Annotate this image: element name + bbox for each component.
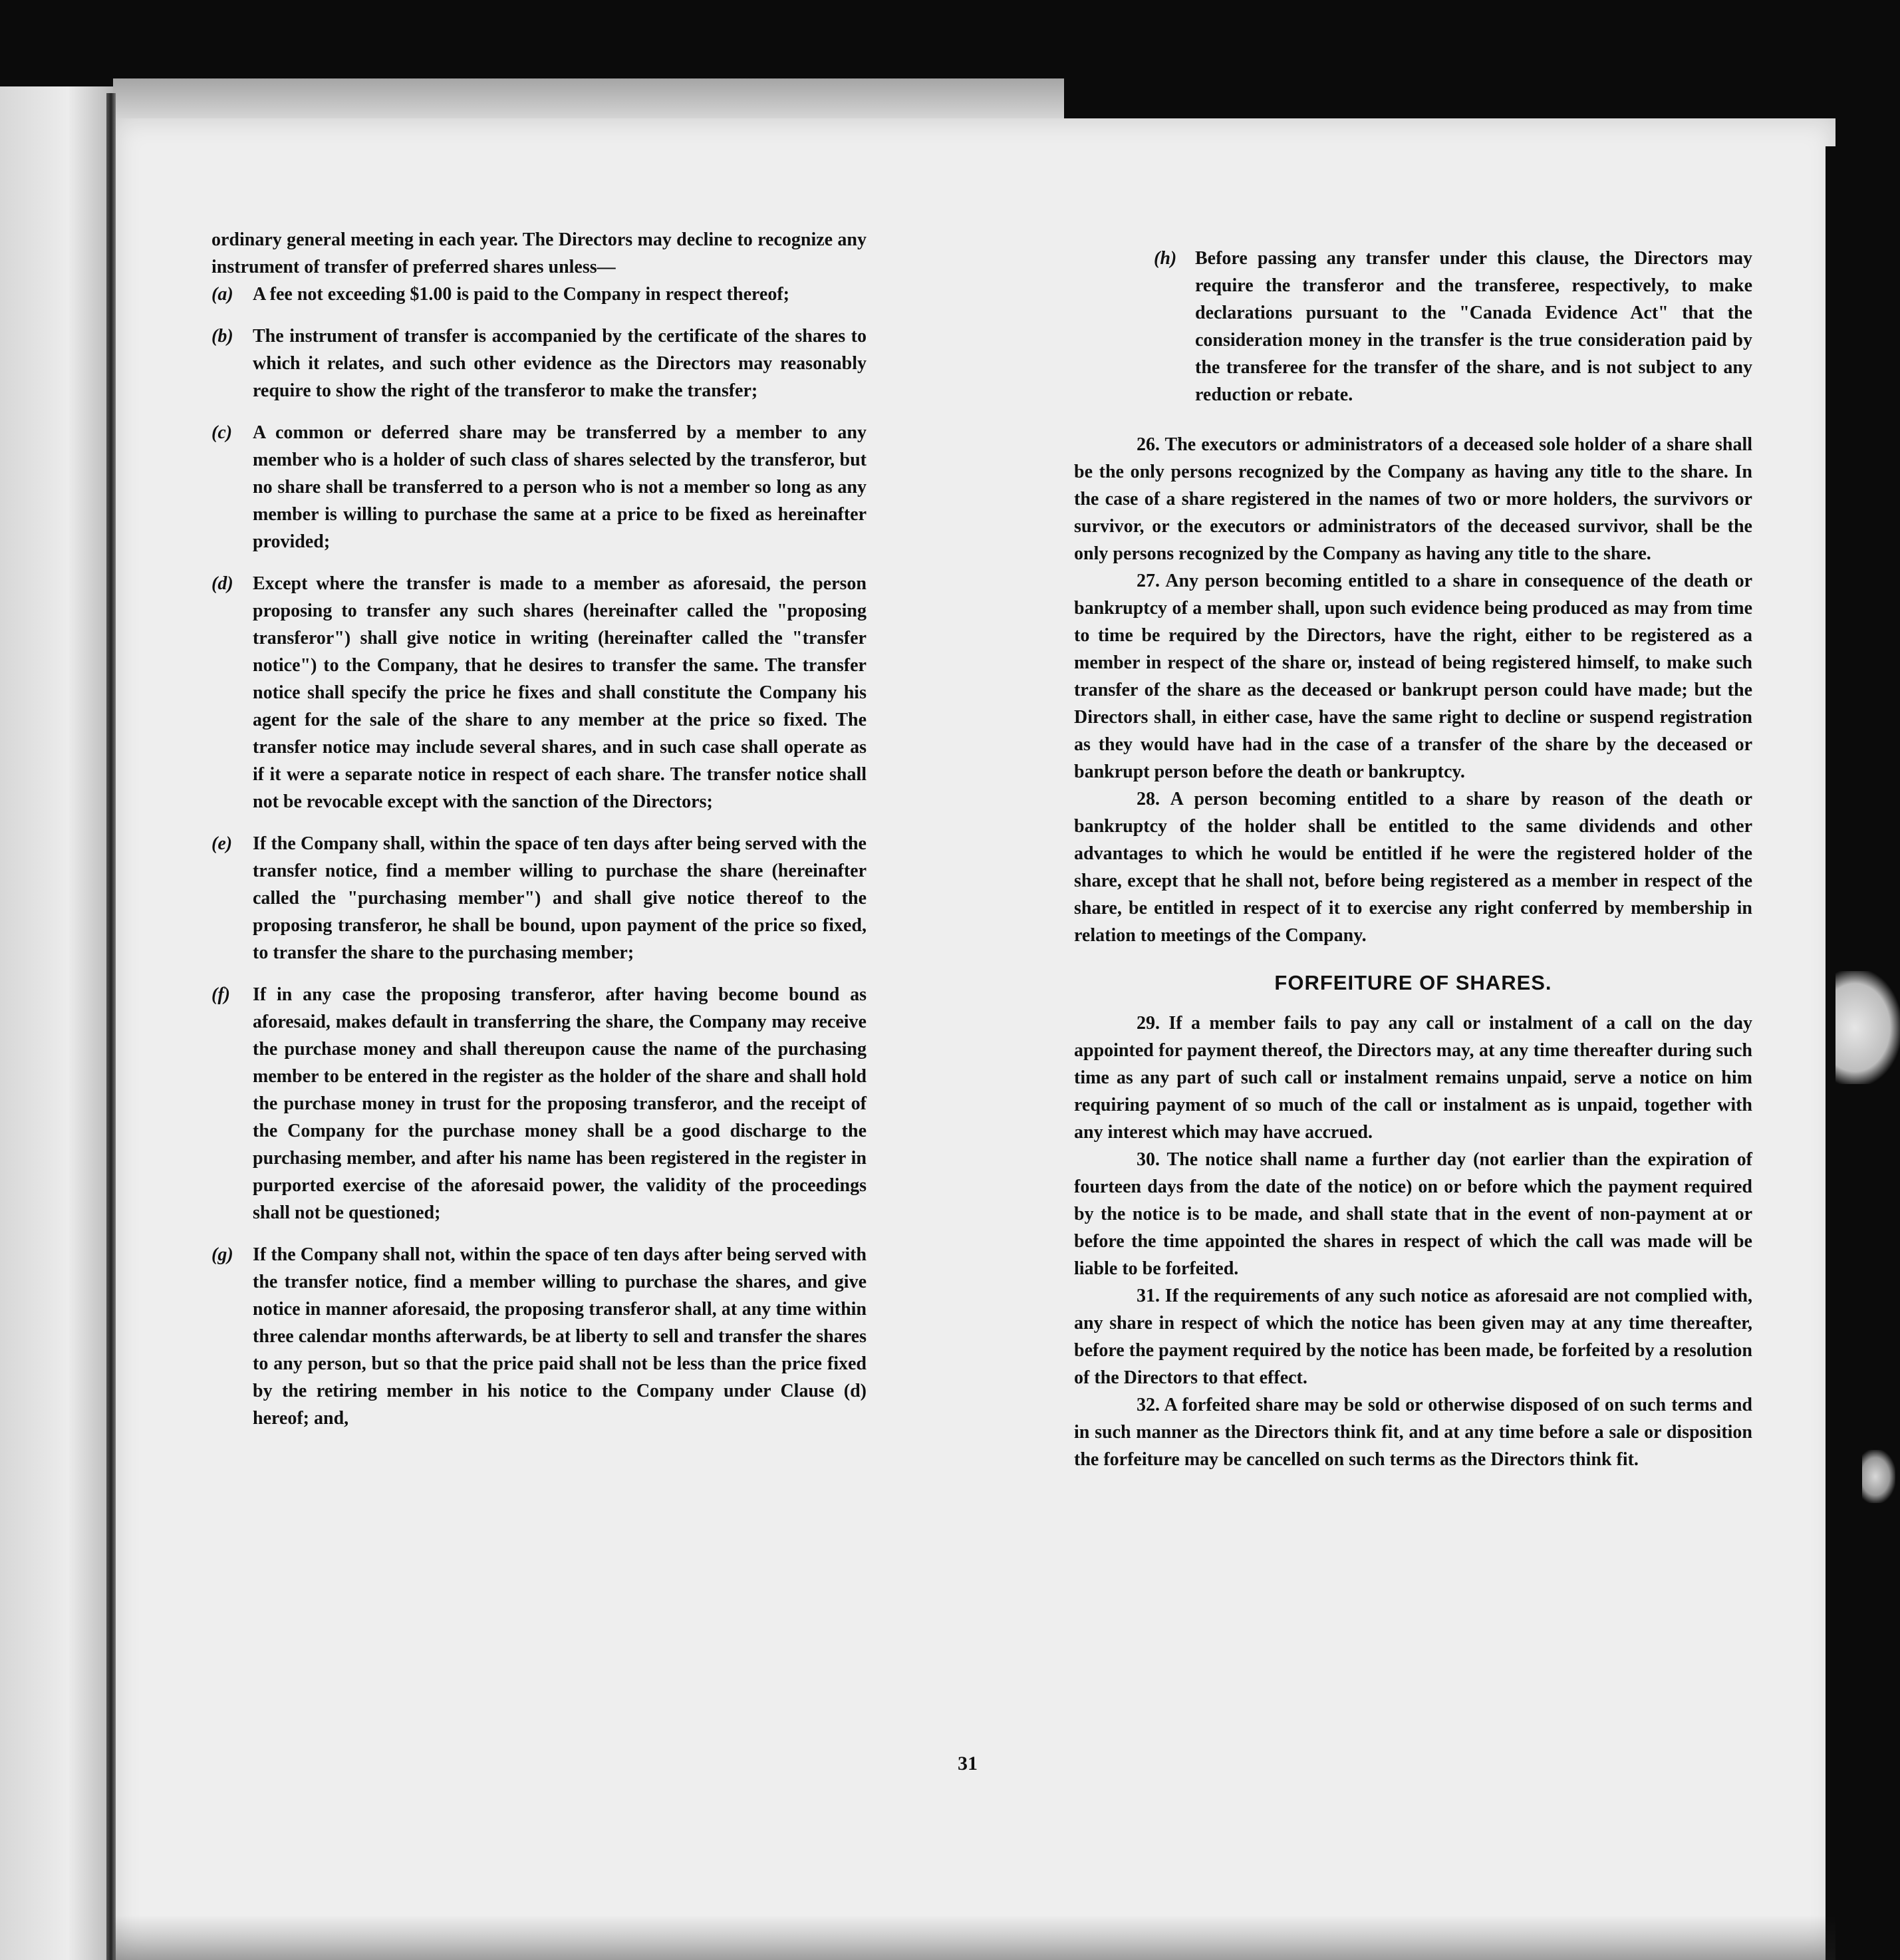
item-marker: (h) [1154,248,1177,269]
list-item [211,323,867,404]
previous-page-edge [0,86,113,1960]
item-text: If the Company shall not, within the space of ten days after being served with the transfer notice, find a member willing to purchase the shares, and give notice in manner aforesaid, the proposing transferor shall, at any time within three calendar months afterwards, be at liberty to sell and transfer the shares to any person, but so that the price paid shall not be less than the price fixed by the retiring member in his notice to the Company under Clause (d) hereof; and, [253,1244,867,1429]
right-text-column [1074,245,1752,1473]
list-item [211,281,867,308]
list-item [211,570,867,815]
item-text: A common or deferred share may be transferred by a member to any member who is a holder of such class of shares selected by the transferor, but no share shall be transferred to a person who is not a member so long as any member is willing to purchase the same at a price to be fixed as hereinafter provided; [253,422,867,552]
section-heading: FORFEITURE OF SHARES. [1274,971,1552,994]
intro-paragraph: ordinary general meeting in each year. The Directors may decline to recognize any instrument of transfer of preferred shares unless— [211,229,867,277]
clause-26: 26. The executors or administrators of a deceased sole holder of a share shall be the only persons recognized by the Company as having any title to the share. In the case of a share registered in the names of two or more holders, the survivors or survivor, or the executors or administrators of the deceased survivor, shall be the only persons recognized by the Company as having any title to the share. [1074,434,1752,564]
clause-31: 31. If the requirements of any such notice as aforesaid are not complied with, any share in respect of which the notice has been given may at any time thereafter, before the payment required by the notice has been made, be forfeited by a resolution of the Directors to that effect. [1074,1286,1752,1388]
list-item [211,419,867,555]
left-text-column [211,226,867,1447]
item-marker: (c) [211,422,233,443]
clause-30: 30. The notice shall name a further day (not earlier than the expiration of fourteen days from the date of the notice) on or before which the payment required by the notice is to be made, and shall state that in the event of non-payment at or before the time appointed the shares in respect of which the call was made will be liable to be forfeited. [1074,1149,1752,1279]
item-text: The instrument of transfer is accompanied by the certificate of the shares to which it relates, and such other evidence as the Directors may reasonably require to show the right of the transferor to make the transfer; [253,326,867,401]
book-gutter [106,93,116,1960]
clause-32: 32. A forfeited share may be sold or otherwise disposed of on such terms and in such manner as the Directors think fit, and at any time before a sale or disposition the forfeiture may be cancelled on such terms as the Directors think fit. [1074,1395,1752,1470]
item-text: Except where the transfer is made to a member as aforesaid, the person proposing to transfer any such shares (hereinafter called the "proposing transferor") shall give notice in writing (hereinafter called the "transfer notice") to the Company, that he desires to transfer the same. The transfer notice shall specify the price he fixes and shall constitute the Company his agent for the sale of the share to any member at the price so fixed. The transfer notice may include several shares, and in such case shall operate as if it were a separate notice in respect of each share. The transfer notice shall not be revocable except with the sanction of the Directors; [253,573,867,812]
item-marker: (f) [211,984,230,1005]
item-text: Before passing any transfer under this clause, the Directors may require the transferor and the transferee, respectively, to make declarations pursuant to the "Canada Evidence Act" that the consideration money in the transfer is the true consideration paid by the transferee for the transfer of the share, and is not subject to any reduction or rebate. [1195,248,1752,405]
item-marker: (e) [211,833,233,854]
list-item [211,1241,867,1432]
item-text: If the Company shall, within the space of ten days after being served with the transfer notice, find a member willing to purchase the share (hereinafter called the "purchasing member") and shall give notice thereof to the proposing transferor, he shall be bound, upon payment of the price so fixed, to transfer the share to the purchasing member; [253,833,867,963]
clause-28: 28. A person becoming entitled to a share by reason of the death or bankruptcy of the holder shall be entitled to the same dividends and other advantages to which he would be entitled if he were the registered holder of the share, except that he shall not, before being registered as a member in respect of the share, be entitled in respect of it to exercise any right conferred by membership in relation to meetings of the Company. [1074,789,1752,946]
torn-paper-fragment-lower [1862,1450,1895,1503]
torn-paper-fragment [1835,971,1900,1084]
page-bottom-shadow [114,1915,1835,1960]
item-marker: (g) [211,1244,233,1265]
item-marker: (b) [211,326,233,347]
item-text: If in any case the proposing transferor, after having become bound as aforesaid, makes default in transferring the share, the Company may receive the purchase money and shall thereupon cause the name of the purchasing member to be entered in the register as the holder of the share and shall hold the purchase money in trust for the proposing transferor, and the receipt of the Company for the purchase money shall be a good discharge to the purchasing member, and after his name has been registered in the register in purported exercise of the aforesaid power, the validity of the proceedings shall not be questioned; [253,984,867,1223]
page-number: 31 [958,1752,978,1774]
clause-27: 27. Any person becoming entitled to a share in consequence of the death or bankruptcy of a member shall, upon such evidence being produced as may from time to time be required by the Directors, have the right, either to be registered as a member in respect of the share or, instead of being registered himself, to make such transfer of the share as the deceased or bankrupt person could have made; but the Directors shall, in either case, have the same right to decline or suspend registration as they would have had in the case of a transfer of the share by the deceased or bankrupt person before the death or bankruptcy. [1074,571,1752,782]
list-item [1154,245,1752,408]
item-marker: (d) [211,573,233,594]
item-marker: (a) [211,284,233,305]
item-text: A fee not exceeding $1.00 is paid to the Company in respect thereof; [253,284,789,305]
clause-29: 29. If a member fails to pay any call or instalment of a call on the day appointed for payment thereof, the Directors may, at any time thereafter during such time as any part of such call or instalment remains unpaid, serve a notice on him requiring payment of so much of the call or instalment as is unpaid, together with any interest which may have accrued. [1074,1013,1752,1143]
list-item [211,981,867,1226]
list-item [211,830,867,966]
